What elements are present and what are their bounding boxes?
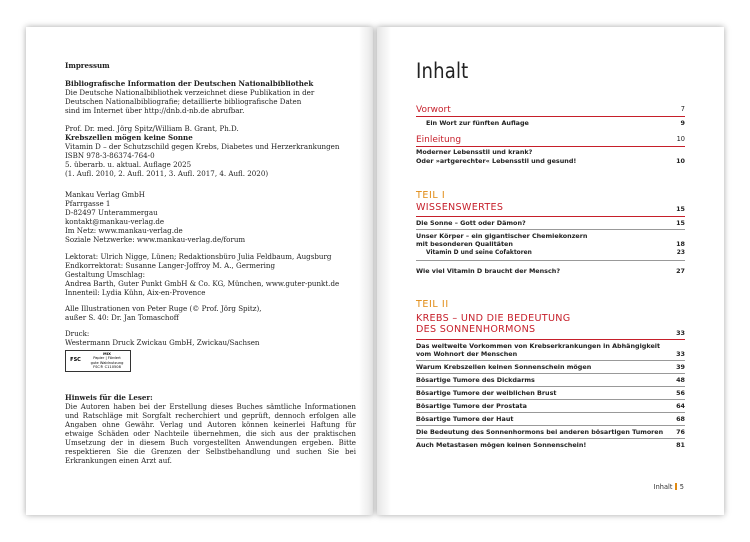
toc-entry-title: Bösartige Tumore der Haut (416, 415, 514, 423)
toc-entry-einleitung-sub2[interactable] (416, 157, 685, 165)
toc-entry-title: Oder »artgerechter« Lebensstil und gesund! (416, 157, 577, 165)
book-line: Vitamin D – der Schutzschild gegen Krebs, Diabetes und Herzerkrankungen (65, 142, 340, 151)
imprint-heading: Impressum (65, 61, 110, 70)
toc-entry-page: 15 (676, 205, 685, 213)
toc-entry-vorwort[interactable] (416, 105, 685, 115)
print-label: Druck: (65, 329, 90, 338)
credits-block (65, 252, 365, 297)
red-rule (416, 116, 685, 117)
publisher-line: Pfarrgasse 1 (65, 199, 111, 208)
toc-entry-wieviel[interactable] (416, 267, 685, 275)
publisher-web: Im Netz: www.mankau-verlag.de (65, 226, 183, 235)
biblio-title: Bibliografische Information der Deutschen Nationalbibliothek (65, 79, 314, 88)
book-line: (1. Aufl. 2010, 2. Aufl. 2011, 3. Aufl. 2017, 4. Aufl. 2020) (65, 169, 269, 178)
grey-rule (416, 412, 685, 413)
grey-rule (416, 399, 685, 400)
authors: Prof. Dr. med. Jörg Spitz/William B. Grant, Ph.D. (65, 124, 239, 133)
toc-entry-title: Bösartige Tumore der Prostata (416, 402, 527, 410)
toc-entry-page: 56 (676, 389, 685, 397)
toc-entry-page: 76 (676, 428, 685, 436)
toc-entry-koerper[interactable] (416, 232, 685, 248)
toc-entry-title: Einleitung (416, 135, 462, 145)
toc-title: Inhalt (416, 59, 469, 83)
grey-rule (416, 386, 685, 387)
toc-entry-page: 33 (676, 350, 685, 358)
publisher-line: Mankau Verlag GmbH (65, 190, 145, 199)
publisher-email: kontakt@mankau-verlag.de (65, 217, 165, 226)
part-title-2-line: KREBS – UND DIE BEDEUTUNG (416, 313, 571, 324)
toc-entry-title: Warum Krebszellen keinen Sonnenschein mögen (416, 363, 592, 371)
notice-title-block (65, 393, 365, 402)
printer: Westermann Druck Zwickau GmbH, Zwickau/Sachsen (65, 338, 260, 347)
toc-entry-page: 68 (676, 415, 685, 423)
fsc-label-line: gute Waldnutzung (90, 360, 124, 365)
toc-entry-title: Vitamin D und seine Cofaktoren (426, 250, 532, 256)
toc-entry-dickdarm[interactable] (416, 376, 685, 384)
toc-entry-title: Die Bedeutung des Sonnenhormons bei anderen bösartigen Tumoren (416, 428, 664, 436)
biblio-block (65, 79, 365, 115)
toc-entry-page: 18 (676, 240, 685, 248)
toc-entry-title: Auch Metastasen mögen keinen Sonnenschein! (416, 441, 587, 449)
toc-entry-metastasen[interactable] (416, 441, 685, 449)
toc-entry-brust[interactable] (416, 389, 685, 397)
print-block (65, 329, 365, 347)
red-rule (416, 339, 685, 340)
toc-page (377, 27, 724, 515)
credits-line: Innenteil: Lydia Kühn, Aix-en-Provence (65, 288, 206, 297)
toc-entry-page: 64 (676, 402, 685, 410)
biblio-line: Die Deutsche Nationalbibliothek verzeichnet diese Publikation in der (65, 88, 315, 97)
credits-line: Lektorat: Ulrich Nigge, Lünen; Redaktionsbüro Julia Feldbaum, Augsburg (65, 252, 332, 261)
toc-entry-page: 48 (676, 376, 685, 384)
toc-entry-title: Die Sonne – Gott oder Dämon? (416, 219, 526, 227)
toc-entry-page: 23 (676, 250, 685, 256)
illustration-line: außer S. 40: Dr. Jan Tomaschoff (65, 313, 179, 322)
footer-divider (675, 483, 676, 490)
biblio-line: sind im Internet über http://dnb.d-nb.de abrufbar. (65, 106, 245, 115)
toc-entry-page: 7 (680, 105, 685, 113)
toc-entry-vorwort-sub[interactable] (416, 119, 685, 127)
toc-entry-title: vom Wohnort der Menschen (416, 350, 518, 358)
toc-entry-title: Bösartige Tumore des Dickdarms (416, 376, 535, 384)
notice-text: Die Autoren haben bei der Erstellung dieses Buches sämtliche Informationen und Ratschläge mit Sorgfalt recherchiert und geprüft, dennoch erfolgen alle Angaben ohne Gewähr. Verlag und Autoren können keinerlei Haftung für etwaige Schäden oder Nachteile übernehmen, die sich aus der praktischen Umsetzung der in diesem Buch vorgestellten Anwendungen ergeben. Bitte respektieren Sie die Grenzen der Selbstbehandlung und suchen Sie bei Erkrankungen einen Arzt auf. (65, 402, 356, 465)
illustration-line: Alle Illustrationen von Peter Ruge (© Prof. Jörg Spitz), (65, 304, 262, 313)
book-info-block (65, 124, 365, 178)
grey-rule (416, 425, 685, 426)
toc-entry-einleitung-sub1[interactable] (416, 148, 685, 156)
part-title-1[interactable]: WISSENSWERTES (416, 202, 504, 213)
credits-line: Andrea Barth, Guter Punkt GmbH & Co. KG, München, www.guter-punkt.de (65, 279, 340, 288)
fsc-logo (65, 350, 131, 372)
red-rule (416, 216, 685, 217)
grey-rule (416, 360, 685, 361)
part-label-2: TEIL II (416, 299, 449, 310)
toc-entry-krebszellen[interactable] (416, 363, 685, 371)
toc-entry-title: Wie viel Vitamin D braucht der Mensch? (416, 267, 561, 275)
book-line: 5. überarb. u. aktual. Auflage 2025 (65, 160, 192, 169)
toc-entry-prostata[interactable] (416, 402, 685, 410)
toc-entry-title: Das weltweite Vorkommen von Krebserkrankungen in Abhängigkeit (416, 342, 661, 350)
toc-entry-page: 27 (676, 267, 685, 275)
fsc-label-line: Papier | Fördert (93, 356, 121, 361)
notice-title: Hinweis für die Leser: (65, 393, 153, 402)
toc-entry-page: 81 (676, 441, 685, 449)
toc-entry-page: 39 (676, 363, 685, 371)
publisher-social: Soziale Netzwerke: www.mankau-verlag.de/forum (65, 235, 246, 244)
page-number: 5 (679, 483, 684, 491)
publisher-block (65, 190, 365, 244)
grey-rule (416, 438, 685, 439)
biblio-line: Deutschen Nationalbibliografie; detaillierte bibliografische Daten (65, 97, 302, 106)
part-title-2-line: DES SONNENHORMONS (416, 324, 536, 335)
toc-entry-title: Unser Körper – ein gigantischer Chemiekonzern (416, 232, 588, 240)
grey-rule (416, 229, 685, 230)
toc-entry-page: 10 (676, 157, 685, 165)
toc-entry-sonne[interactable] (416, 219, 685, 227)
grey-rule (416, 373, 685, 374)
fsc-mix: MIX (103, 352, 111, 356)
part-page-2-row (416, 329, 685, 337)
toc-entry-title: Vorwort (416, 105, 451, 115)
page-footer (654, 483, 684, 491)
toc-entry-andere-tumore[interactable] (416, 428, 685, 436)
imprint-page (26, 27, 373, 515)
toc-entry-page: 10 (676, 135, 685, 143)
toc-entry-title: Moderner Lebensstil und krank? (416, 148, 533, 156)
illustration-block (65, 304, 365, 322)
toc-entry-einleitung[interactable] (416, 135, 685, 145)
book-line: ISBN 978-3-86374-764-0 (65, 151, 155, 160)
grey-rule (416, 260, 685, 261)
credits-line: Gestaltung Umschlag: (65, 270, 145, 279)
fsc-tree-icon: FSC (70, 357, 81, 363)
toc-entry-page: 33 (676, 329, 685, 337)
toc-entry-page: 9 (680, 119, 685, 127)
toc-entry-haut[interactable] (416, 415, 685, 423)
red-rule (416, 146, 685, 147)
footer-label: Inhalt (653, 483, 673, 491)
part-label-1: TEIL I (416, 190, 446, 201)
toc-entry-cofaktoren[interactable] (416, 250, 685, 256)
book-title: Krebszellen mögen keine Sonne (65, 133, 193, 142)
toc-entry-title: mit besonderen Qualitäten (416, 240, 513, 248)
fsc-label (84, 352, 130, 369)
toc-entry-title: Ein Wort zur fünften Auflage (426, 119, 529, 127)
toc-entry-weltweit[interactable] (416, 342, 685, 358)
gutter-shadow (377, 27, 391, 515)
imprint-heading-block (65, 61, 365, 70)
publisher-line: D-82497 Unterammergau (65, 208, 158, 217)
credits-line: Endkorrektorat: Susanne Langer-Joffroy M. A., Germering (65, 261, 275, 270)
toc-entry-page: 15 (676, 219, 685, 227)
toc-entry-title: Bösartige Tumore der weiblichen Brust (416, 389, 557, 397)
fsc-label-line: FSC® C110508 (93, 364, 121, 369)
part-page-1-row (416, 205, 685, 213)
